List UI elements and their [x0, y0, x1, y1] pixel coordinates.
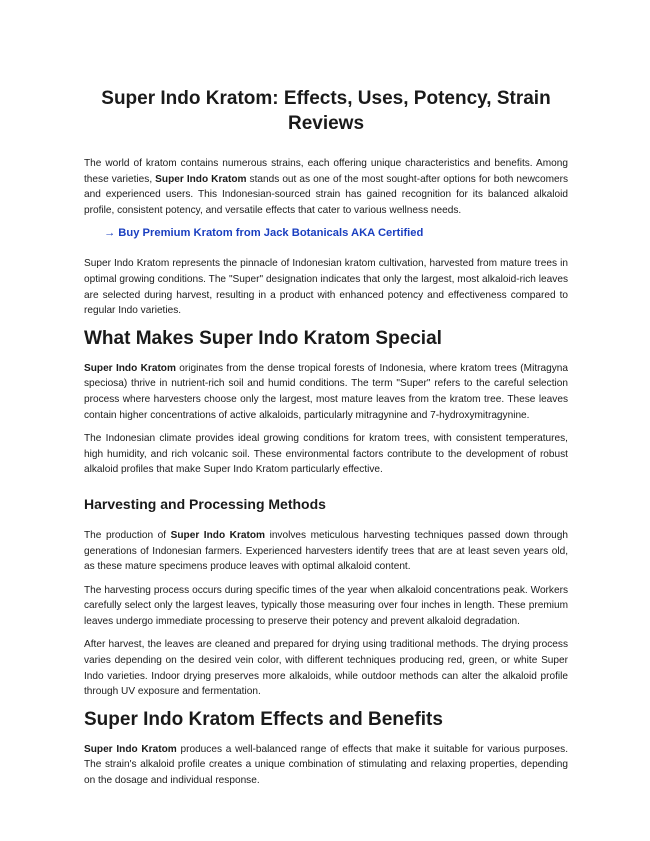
buy-kratom-link[interactable]	[104, 227, 423, 239]
page-title: Super Indo Kratom: Effects, Uses, Potency, Strain Reviews	[101, 88, 551, 134]
harvesting-text-start: The production of	[84, 529, 171, 541]
arrow-icon: →	[104, 227, 116, 240]
special-paragraph-2: The Indonesian climate provides ideal growing conditions for kratom trees, with consistent temperatures, high humidity, and rich volcanic soil. These environmental factors contribute to the development of robust alkaloid profiles that make Super Indo Kratom particularly effective.	[84, 433, 568, 476]
buy-link-text: Buy Premium Kratom from Jack Botanicals AKA Certified	[118, 227, 424, 240]
special-bold-term: Super Indo Kratom	[84, 362, 176, 374]
harvesting-bold-term: Super Indo Kratom	[170, 529, 266, 541]
section-heading-effects: Super Indo Kratom Effects and Benefits	[84, 708, 443, 730]
harvesting-paragraph-2: The harvesting process occurs during specific times of the year when alkaloid concentrations peak. Workers carefully select only the largest leaves, typically those measuring over four inches in length. These premium leaves undergo immediate processing to preserve their potency and prevent alkaloid degradation.	[84, 584, 568, 627]
harvesting-paragraph-1	[84, 528, 568, 575]
special-paragraph-1	[84, 361, 568, 423]
special-text: originates from the dense tropical forests of Indonesia, where kratom trees (Mitragyna speciosa) thrive in nutrient-rich soil and humid conditions. The term "Super" refers to the careful selection process where harvesters choose only the largest, most mature leaves from the kratom tree. These leaves contain higher concentrations of active alkaloids, particularly mitragynine and 7-hydroxymitragynine.	[84, 362, 568, 421]
overview-paragraph: Super Indo Kratom represents the pinnacle of Indonesian kratom cultivation, harvested from mature trees in optimal growing conditions. The "Super" designation indicates that only the largest, most alkaloid-rich leaves are selected during harvest, resulting in a product with enhanced potency and effectiveness compared to regular Indo varieties.	[84, 258, 568, 317]
effects-text: produces a well-balanced range of effects that make it suitable for various purposes. The strain's alkaloid profile creates a unique combination of stimulating and relaxing properties, depending on the dosage and individual response.	[84, 743, 568, 787]
effects-paragraph-1	[84, 742, 568, 789]
intro-text-end: stands out as one of the most sought-after options for both newcomers and experienced users. This Indonesian-sourced strain has gained recognition for its balanced alkaloid profile, consistent potency, and versatile effects that cater to various wellness needs.	[84, 173, 568, 216]
intro-paragraph	[84, 156, 568, 218]
intro-text-start: The world of kratom contains numerous strains, each offering unique characteristics and benefits. Among these varieties,	[84, 158, 568, 185]
intro-bold-term: Super Indo Kratom	[155, 173, 247, 185]
document-page	[84, 86, 568, 797]
effects-bold-term: Super Indo Kratom	[84, 743, 177, 755]
harvesting-paragraph-3: After harvest, the leaves are cleaned and prepared for drying using traditional methods. The drying process varies depending on the desired vein color, with different techniques producing red, green, or white Super Indo varieties. Indoor drying preserves more alkaloids, while outdoor methods can alter the alkaloid profile through UV exposure and fermentation.	[84, 639, 568, 698]
section-heading-special: What Makes Super Indo Kratom Special	[84, 327, 442, 349]
section-heading-harvesting: Harvesting and Processing Methods	[84, 495, 326, 512]
buy-link-line	[84, 226, 568, 241]
harvesting-text-end: involves meticulous harvesting techniques passed down through generations of Indonesian farmers. Experienced harvesters identify trees that are at least seven years old, as these mature specimens produce leaves with optimal alkaloid content.	[84, 529, 568, 573]
